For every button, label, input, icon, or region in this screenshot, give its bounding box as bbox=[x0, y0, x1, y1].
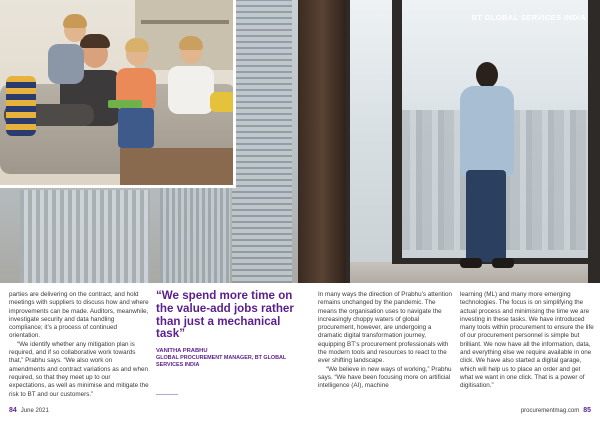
footer-left bbox=[9, 407, 49, 414]
window-frame bbox=[588, 0, 600, 283]
window-frame bbox=[346, 0, 350, 283]
footer-right bbox=[521, 407, 591, 414]
family-photo bbox=[0, 0, 236, 188]
site-url[interactable]: procurementmag.com bbox=[520, 408, 580, 414]
pull-quote-text: “We spend more time on the value-add jobs rather than just a mechanical task” bbox=[156, 289, 294, 341]
paragraph: parties are delivering on the contract, and hold meetings with suppliers to discuss how and where improvements can be made. Auditors, meanwhile, investigate security and data handling compliance; it’s a process of continued orientation. bbox=[9, 291, 149, 340]
section-label: BT GLOBAL SERVICES INDIA bbox=[471, 13, 586, 22]
pull-quote bbox=[156, 290, 306, 368]
paragraph: “We identify whether any mitigation plan is required, and if so collaborative work towards that,” Prabhu says. “We also work on amendments and contract variations as and when required, so that they meet up to our expectations, as well as minimise and mitigate the risk to BT and our customers.” bbox=[9, 340, 149, 398]
body-column-left bbox=[9, 291, 149, 399]
skyscraper bbox=[232, 0, 292, 283]
window-frame bbox=[392, 0, 402, 260]
paragraph: In many ways the direction of Prabhu’s attention remains unchanged by the pandemic. The means the organisation uses to navigate the increasingly choppy waters of global procurement, however, are undergoing a dramatic digital transformation journey, equipping BT’s procurement professionals with the modern tools and resources to react to the ever shifting landscape. bbox=[318, 291, 452, 365]
body-column-right bbox=[460, 291, 594, 391]
issue-date: June 2021 bbox=[20, 408, 49, 414]
quote-attribution-name: VANITHA PRABHU bbox=[156, 348, 208, 355]
quote-attribution-role: GLOBAL PROCUREMENT MANAGER, BT GLOBAL SERVICES INDIA bbox=[156, 355, 287, 368]
body-column-middle bbox=[318, 291, 454, 391]
page-number-right: 85 bbox=[583, 407, 591, 414]
page-number-left: 84 bbox=[9, 407, 17, 414]
building bbox=[20, 190, 150, 283]
wall-panel bbox=[298, 0, 346, 283]
paragraph: “We believe in new ways of working,” Prabhu says. “We have been focusing more on artificial intelligence (AI), machine bbox=[318, 365, 452, 390]
paragraph: learning (ML) and many more emerging technologies. The focus is on simplifying the actual process and minimising the time we are investing in these tasks. We have introduced many tools within procurement to ensure the life of our procurement personnel is simple but brilliant. We now have all the information, data, and everything else we require available in one click. We have also started a digital garage, which will help us to place an order and get what we want in one click. That is a power of digitisation.” bbox=[460, 291, 594, 390]
coffee-table bbox=[120, 148, 236, 188]
divider bbox=[156, 394, 178, 395]
man-at-window-figure bbox=[452, 62, 522, 274]
